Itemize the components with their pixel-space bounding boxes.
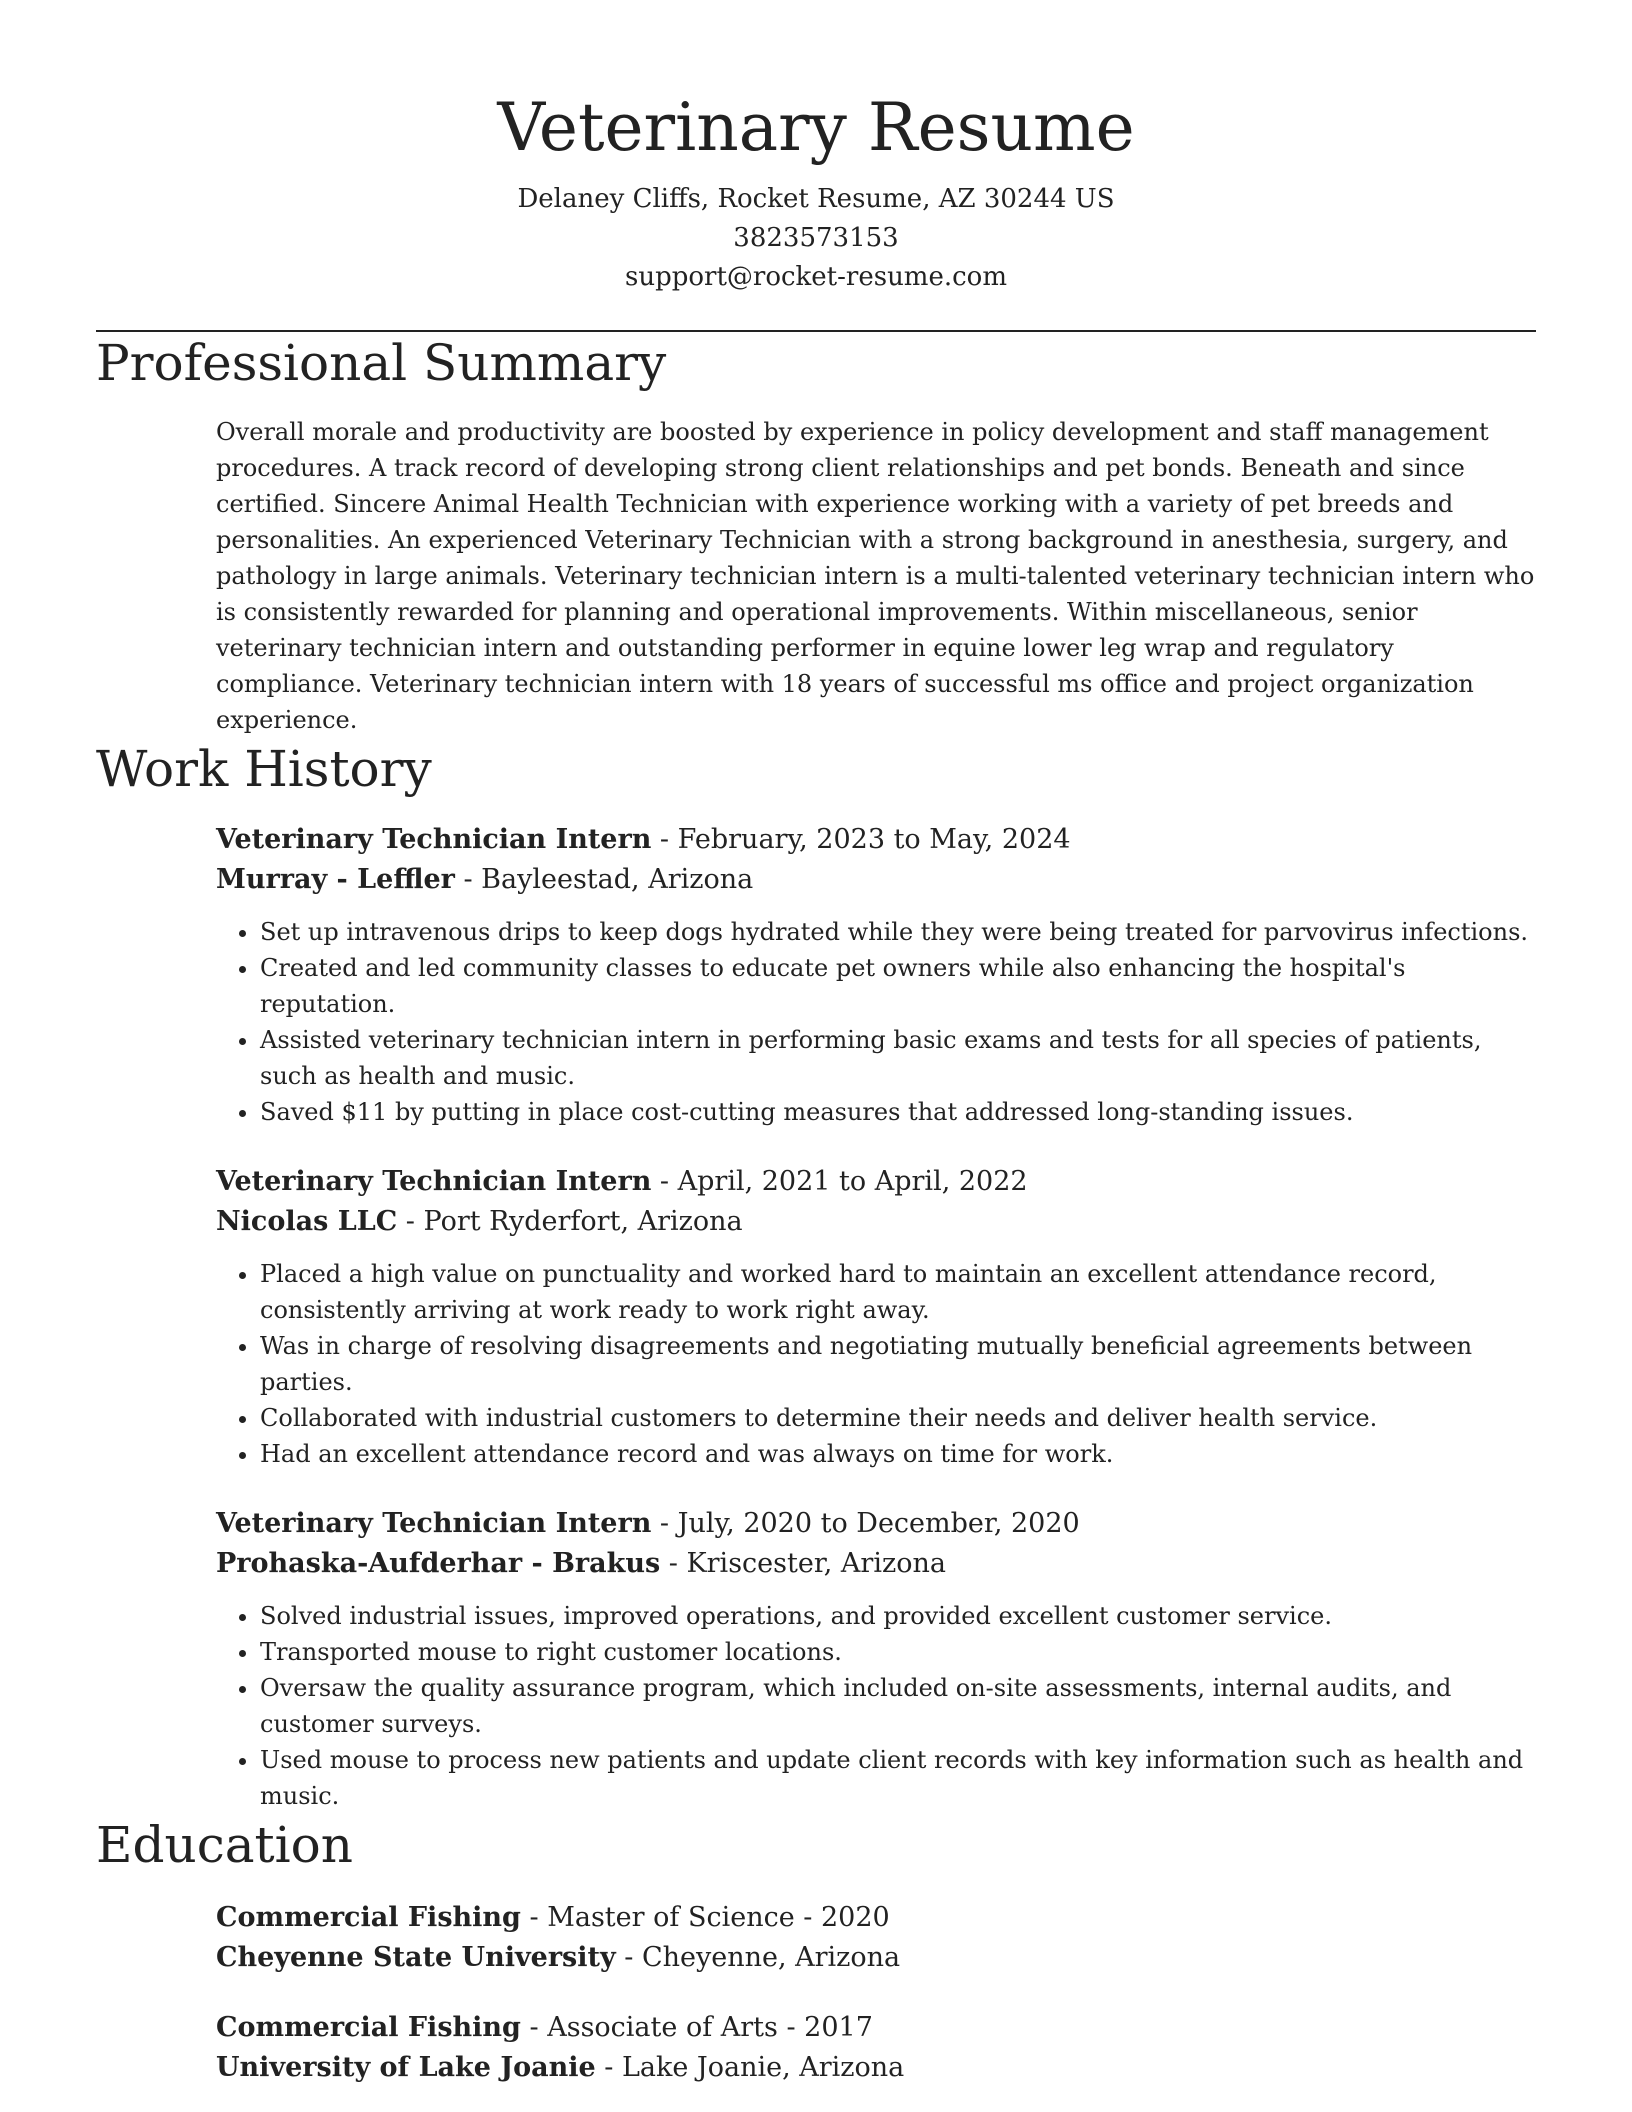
- address-text: Delaney Cliffs, Rocket Resume, AZ 30244 US: [517, 184, 1115, 214]
- education-section: [96, 1814, 1536, 2088]
- job-entry: [216, 1162, 1536, 1472]
- contact-info: [96, 180, 1536, 297]
- degree-line: [216, 2008, 1536, 2048]
- job-bullets: [216, 1256, 1536, 1472]
- degree-details: - Associate of Arts - 2017: [520, 2012, 873, 2043]
- summary-text: Overall morale and productivity are boosted by experience in policy development and staff management procedures. A track record of developing strong client relationships and pet bonds. Beneath and since certified. Sincere Animal Health Technician with experience working with a variety of pet breeds and personalities. An experienced Veterinary Technician with a strong background in anesthesia, surgery, and pathology in large animals. Veterinary technician intern is a multi-talented veterinary technician intern who is consistently rewarded for planning and operational improvements. Within miscellaneous, senior veterinary technician intern and outstanding performer in equine lower leg wrap and regulatory compliance. Veterinary technician intern with 18 years of successful ms office and project organization experience.: [216, 418, 1535, 734]
- job-bullet: • Collaborated with industrial customers to determine their needs and deliver health service.: [260, 1400, 1536, 1436]
- education-heading: Education: [96, 1816, 353, 1874]
- job-role: Veterinary Technician Intern: [216, 1508, 652, 1539]
- job-company: Murray - Leffler: [216, 864, 455, 895]
- school-name: Cheyenne State University: [216, 1942, 616, 1973]
- education-entry: [216, 2008, 1536, 2088]
- summary-heading: Professional Summary: [96, 334, 667, 392]
- job-bullet: • Set up intravenous drips to keep dogs hydrated while they were being treated for parvovirus infections.: [260, 914, 1536, 950]
- job-role: Veterinary Technician Intern: [216, 824, 652, 855]
- school-location: - Lake Joanie, Arizona: [595, 2052, 905, 2083]
- resume-header: [96, 0, 1536, 297]
- job-title-line: [216, 1162, 1536, 1202]
- school-location: - Cheyenne, Arizona: [615, 1942, 901, 1973]
- job-bullets: [216, 1598, 1536, 1814]
- degree-line: [216, 1898, 1536, 1938]
- phone-text: 3823573153: [733, 223, 899, 253]
- work-history-section: [96, 738, 1536, 1814]
- job-dates: - April, 2021 to April, 2022: [651, 1166, 1028, 1197]
- job-company: Prohaska-Aufderhar - Brakus: [216, 1548, 661, 1579]
- job-title-line: [216, 1504, 1536, 1544]
- degree-field: Commercial Fishing: [216, 1902, 521, 1933]
- job-bullet: • Created and led community classes to educate pet owners while also enhancing the hospital's reputation.: [260, 950, 1536, 1022]
- work-history-heading: Work History: [96, 740, 432, 798]
- job-location: - Port Ryderfort, Arizona: [397, 1206, 743, 1237]
- job-company-line: [216, 1544, 1536, 1584]
- job-entry: [216, 1504, 1536, 1814]
- degree-field: Commercial Fishing: [216, 2012, 521, 2043]
- job-bullet: • Was in charge of resolving disagreements and negotiating mutually beneficial agreements between parties.: [260, 1328, 1536, 1400]
- job-bullet: • Used mouse to process new patients and update client records with key information such as health and music.: [260, 1742, 1536, 1814]
- job-bullet: • Transported mouse to right customer locations.: [260, 1634, 1536, 1670]
- resume-title: Veterinary Resume: [497, 89, 1135, 166]
- education-entry: [216, 1898, 1536, 1978]
- job-bullets: [216, 914, 1536, 1130]
- email-text: support@rocket-resume.com: [624, 262, 1007, 292]
- job-bullet: • Solved industrial issues, improved operations, and provided excellent customer service.: [260, 1598, 1536, 1634]
- job-bullet: • Placed a high value on punctuality and worked hard to maintain an excellent attendance record, consistently arriving at work ready to work right away.: [260, 1256, 1536, 1328]
- job-location: - Bayleestad, Arizona: [454, 864, 754, 895]
- school-line: [216, 1938, 1536, 1978]
- job-bullet: • Oversaw the quality assurance program, which included on-site assessments, internal audits, and customer surveys.: [260, 1670, 1536, 1742]
- job-company-line: [216, 860, 1536, 900]
- job-bullet: • Assisted veterinary technician intern in performing basic exams and tests for all species of patients, such as health and music.: [260, 1022, 1536, 1094]
- job-dates: - February, 2023 to May, 2024: [651, 824, 1071, 855]
- job-title-line: [216, 820, 1536, 860]
- job-entry: [216, 820, 1536, 1130]
- job-company-line: [216, 1202, 1536, 1242]
- job-bullet: • Saved $11 by putting in place cost-cutting measures that addressed long-standing issues.: [260, 1094, 1536, 1130]
- summary-section: [96, 332, 1536, 738]
- job-role: Veterinary Technician Intern: [216, 1166, 652, 1197]
- job-bullet: • Had an excellent attendance record and was always on time for work.: [260, 1436, 1536, 1472]
- job-location: - Kriscester, Arizona: [660, 1548, 946, 1579]
- job-dates: - July, 2020 to December, 2020: [651, 1508, 1080, 1539]
- school-line: [216, 2048, 1536, 2088]
- school-name: University of Lake Joanie: [216, 2052, 596, 2083]
- job-company: Nicolas LLC: [216, 1206, 398, 1237]
- job-list: [96, 820, 1536, 1814]
- education-list: [96, 1898, 1536, 2088]
- degree-details: - Master of Science - 2020: [520, 1902, 890, 1933]
